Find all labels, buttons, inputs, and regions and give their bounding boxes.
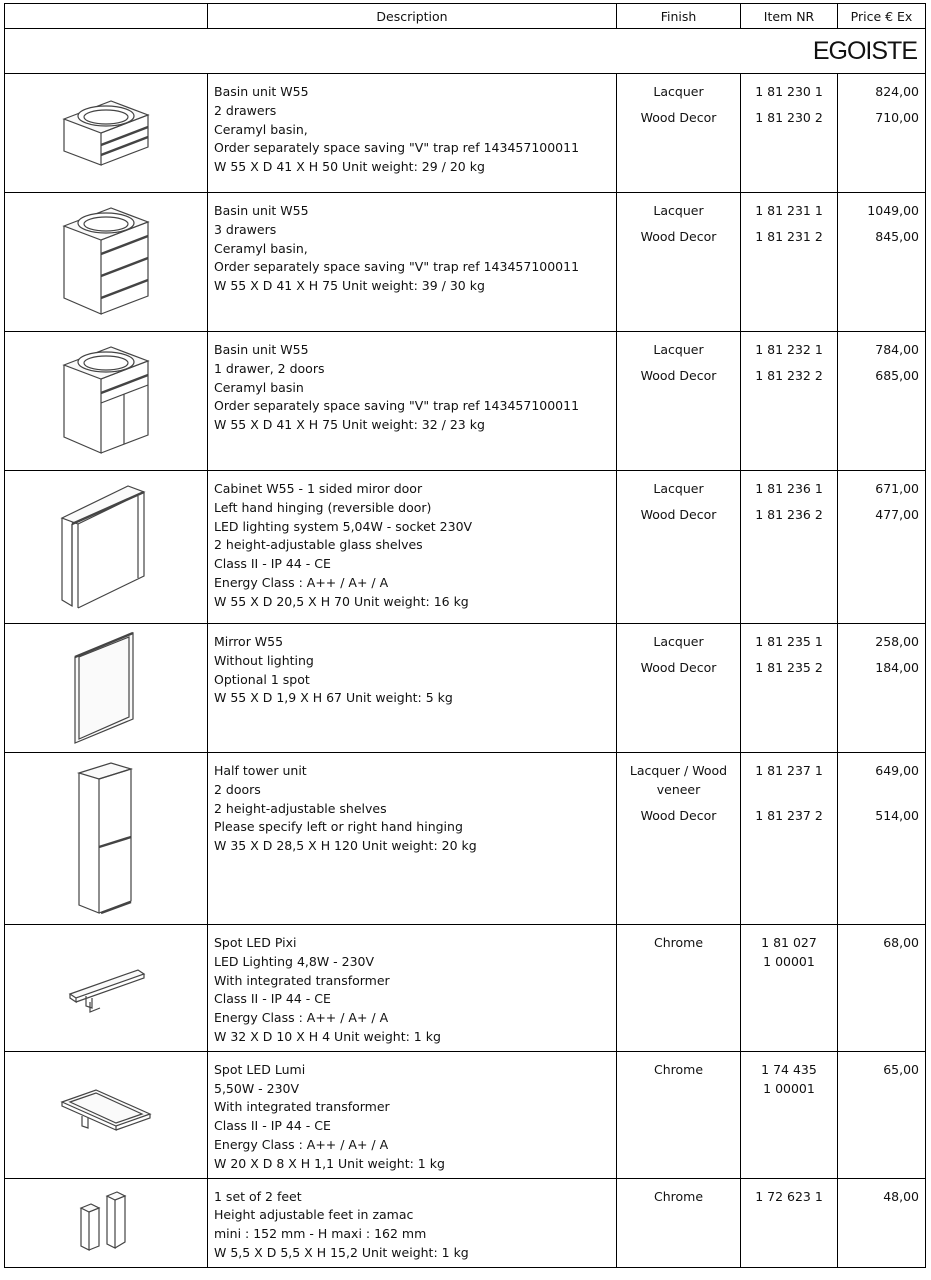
price-cell bbox=[838, 1178, 926, 1267]
finish-cell bbox=[617, 624, 741, 753]
item-nr-value: 1 81 231 1 bbox=[755, 203, 823, 218]
finish-value: Wood Decor bbox=[640, 109, 717, 125]
price-value: 710,00 bbox=[875, 109, 919, 125]
header-row bbox=[5, 4, 926, 29]
description-line: W 55 X D 41 X H 75 Unit weight: 39 / 30 kg bbox=[214, 278, 485, 294]
item-nr-header: Item NR bbox=[741, 4, 838, 29]
price-value: 65,00 bbox=[883, 1061, 919, 1077]
product-image-cell bbox=[5, 1178, 208, 1267]
price-value: 649,00 bbox=[875, 763, 919, 778]
product-image-cell bbox=[5, 925, 208, 1052]
basin-unit-drawer-doors-icon bbox=[56, 341, 156, 461]
description-line: W 55 X D 20,5 X H 70 Unit weight: 16 kg bbox=[214, 593, 469, 609]
finish-value: Lacquer bbox=[653, 203, 704, 218]
item-nr-value: 1 81 236 1 bbox=[755, 481, 823, 496]
item-nr-cell bbox=[741, 193, 838, 332]
finish-value: Chrome bbox=[653, 935, 704, 950]
description-line: 2 drawers bbox=[214, 102, 277, 118]
finish-header: Finish bbox=[617, 4, 741, 29]
price-cell bbox=[838, 1051, 926, 1178]
price-cell bbox=[838, 471, 926, 624]
image-header bbox=[5, 4, 208, 29]
product-row bbox=[5, 332, 926, 471]
spot-led-lumi-icon bbox=[56, 1080, 156, 1150]
finish-value: Wood Decor bbox=[640, 228, 717, 244]
description-line: W 55 X D 41 X H 50 Unit weight: 29 / 20 kg bbox=[214, 159, 485, 175]
product-row bbox=[5, 925, 926, 1052]
description-line: W 5,5 X D 5,5 X H 15,2 Unit weight: 1 kg bbox=[214, 1244, 469, 1260]
finish-value: Lacquer bbox=[653, 481, 704, 496]
basin-unit-3-drawers-icon bbox=[56, 202, 156, 322]
item-nr-value: 1 81 232 2 bbox=[755, 367, 823, 383]
description-cell bbox=[208, 193, 617, 332]
description-line: Class II - IP 44 - CE bbox=[214, 991, 331, 1007]
description-line: 1 drawer, 2 doors bbox=[214, 360, 325, 376]
finish-cell bbox=[617, 925, 741, 1052]
description-line: Without lighting bbox=[214, 652, 314, 668]
price-cell bbox=[838, 193, 926, 332]
description-line: 2 height-adjustable shelves bbox=[214, 800, 387, 816]
description-line: Basin unit W55 bbox=[214, 342, 309, 357]
price-value: 477,00 bbox=[875, 506, 919, 522]
item-nr-value: 1 81 237 1 bbox=[755, 763, 823, 778]
description-cell bbox=[208, 332, 617, 471]
price-cell bbox=[838, 74, 926, 193]
price-value: 48,00 bbox=[883, 1188, 919, 1204]
item-nr-value: 1 81 235 2 bbox=[755, 659, 823, 675]
description-line: Spot LED Lumi bbox=[214, 1061, 306, 1077]
product-image-cell bbox=[5, 1051, 208, 1178]
description-line: W 32 X D 10 X H 4 Unit weight: 1 kg bbox=[214, 1028, 441, 1044]
item-nr-value: 1 74 435 1 00001 bbox=[761, 1061, 817, 1096]
description-line: Ceramyl basin, bbox=[214, 240, 308, 256]
price-value: 184,00 bbox=[875, 659, 919, 675]
description-line: 1 set of 2 feet bbox=[214, 1188, 302, 1204]
item-nr-value: 1 81 230 2 bbox=[755, 109, 823, 125]
item-nr-value: 1 81 235 1 bbox=[755, 634, 823, 649]
item-nr-cell bbox=[741, 74, 838, 193]
finish-cell bbox=[617, 1051, 741, 1178]
description-line: Mirror W55 bbox=[214, 634, 284, 649]
price-value: 68,00 bbox=[883, 935, 919, 950]
mirror-cabinet-icon bbox=[56, 480, 156, 614]
description-line: Ceramyl basin, bbox=[214, 121, 308, 137]
description-header: Description bbox=[208, 4, 617, 29]
finish-value: Chrome bbox=[653, 1061, 704, 1077]
price-value: 784,00 bbox=[875, 342, 919, 357]
price-value: 258,00 bbox=[875, 634, 919, 649]
price-cell bbox=[838, 624, 926, 753]
description-cell bbox=[208, 471, 617, 624]
description-line: Energy Class : A++ / A+ / A bbox=[214, 574, 389, 590]
description-line: LED Lighting 4,8W - 230V bbox=[214, 953, 375, 969]
finish-cell bbox=[617, 471, 741, 624]
basin-unit-2-drawers-icon bbox=[56, 93, 156, 173]
finish-value: Lacquer bbox=[653, 634, 704, 649]
description-line: Basin unit W55 bbox=[214, 84, 309, 99]
description-line: With integrated transformer bbox=[214, 972, 390, 988]
description-line: Energy Class : A++ / A+ / A bbox=[214, 1136, 389, 1152]
description-line: Order separately space saving "V" trap ref 143457100011 bbox=[214, 398, 580, 414]
item-nr-value: 1 81 027 1 00001 bbox=[761, 935, 817, 969]
product-row bbox=[5, 193, 926, 332]
description-line: With integrated transformer bbox=[214, 1099, 390, 1115]
item-nr-value: 1 81 230 1 bbox=[755, 84, 823, 99]
product-row bbox=[5, 74, 926, 193]
finish-value: Chrome bbox=[653, 1188, 704, 1204]
finish-value: Wood Decor bbox=[640, 807, 717, 823]
description-line: 5,50W - 230V bbox=[214, 1080, 300, 1096]
description-line: W 35 X D 28,5 X H 120 Unit weight: 20 kg bbox=[214, 838, 477, 854]
item-nr-cell bbox=[741, 332, 838, 471]
brand-logo: EGOISTE bbox=[812, 36, 917, 65]
description-line: 2 height-adjustable glass shelves bbox=[214, 537, 423, 553]
product-image-cell bbox=[5, 74, 208, 193]
price-cell bbox=[838, 925, 926, 1052]
price-value: 1049,00 bbox=[867, 203, 919, 218]
description-cell bbox=[208, 1051, 617, 1178]
description-line: 3 drawers bbox=[214, 221, 277, 237]
brand-cell bbox=[5, 29, 926, 74]
item-nr-cell bbox=[741, 624, 838, 753]
description-line: Cabinet W55 - 1 sided miror door bbox=[214, 481, 423, 496]
finish-cell bbox=[617, 753, 741, 925]
description-line: Energy Class : A++ / A+ / A bbox=[214, 1010, 389, 1026]
item-nr-value: 1 72 623 1 bbox=[755, 1188, 823, 1204]
price-value: 514,00 bbox=[875, 807, 919, 823]
price-value: 845,00 bbox=[875, 228, 919, 244]
product-image-cell bbox=[5, 193, 208, 332]
product-image-cell bbox=[5, 624, 208, 753]
item-nr-value: 1 81 231 2 bbox=[755, 228, 823, 244]
product-row bbox=[5, 471, 926, 624]
item-nr-cell bbox=[741, 1051, 838, 1178]
product-row bbox=[5, 1178, 926, 1267]
finish-cell bbox=[617, 193, 741, 332]
description-cell bbox=[208, 1178, 617, 1267]
description-cell bbox=[208, 624, 617, 753]
product-image-cell bbox=[5, 471, 208, 624]
price-cell bbox=[838, 753, 926, 925]
product-image-cell bbox=[5, 753, 208, 925]
description-line: Class II - IP 44 - CE bbox=[214, 1118, 331, 1134]
finish-value: Lacquer bbox=[653, 84, 704, 99]
description-cell bbox=[208, 753, 617, 925]
description-line: Basin unit W55 bbox=[214, 203, 309, 218]
description-line: 2 doors bbox=[214, 781, 261, 797]
finish-cell bbox=[617, 74, 741, 193]
finish-value: Lacquer / Wood veneer bbox=[629, 763, 728, 797]
finish-value: Wood Decor bbox=[640, 367, 717, 383]
description-line: LED lighting system 5,04W - socket 230V bbox=[214, 518, 473, 534]
item-nr-value: 1 81 236 2 bbox=[755, 506, 823, 522]
product-image-cell bbox=[5, 332, 208, 471]
description-line: mini : 152 mm - H maxi : 162 mm bbox=[214, 1226, 427, 1242]
description-line: Order separately space saving "V" trap ref 143457100011 bbox=[214, 259, 580, 275]
item-nr-value: 1 81 232 1 bbox=[755, 342, 823, 357]
finish-value: Lacquer bbox=[653, 342, 704, 357]
product-row bbox=[5, 624, 926, 753]
description-line: W 20 X D 8 X H 1,1 Unit weight: 1 kg bbox=[214, 1155, 445, 1171]
item-nr-cell bbox=[741, 753, 838, 925]
description-line: Left hand hinging (reversible door) bbox=[214, 499, 432, 515]
price-header: Price € Ex bbox=[838, 4, 926, 29]
product-row bbox=[5, 1051, 926, 1178]
item-nr-cell bbox=[741, 471, 838, 624]
price-value: 824,00 bbox=[875, 84, 919, 99]
spot-led-pixi-icon bbox=[56, 958, 156, 1018]
description-line: Order separately space saving "V" trap ref 143457100011 bbox=[214, 140, 580, 156]
price-value: 671,00 bbox=[875, 481, 919, 496]
item-nr-cell bbox=[741, 925, 838, 1052]
price-value: 685,00 bbox=[875, 367, 919, 383]
finish-cell bbox=[617, 1178, 741, 1267]
item-nr-cell bbox=[741, 1178, 838, 1267]
brand-row bbox=[5, 29, 926, 74]
description-line: Spot LED Pixi bbox=[214, 935, 297, 950]
description-line: W 55 X D 1,9 X H 67 Unit weight: 5 kg bbox=[214, 690, 453, 706]
finish-cell bbox=[617, 332, 741, 471]
mirror-icon bbox=[71, 629, 141, 747]
description-cell bbox=[208, 74, 617, 193]
item-nr-value: 1 81 237 2 bbox=[755, 807, 823, 823]
description-line: Please specify left or right hand hinging bbox=[214, 819, 463, 835]
finish-value: Wood Decor bbox=[640, 659, 717, 675]
finish-value: Wood Decor bbox=[640, 506, 717, 522]
description-line: W 55 X D 41 X H 75 Unit weight: 32 / 23 kg bbox=[214, 417, 485, 433]
description-cell bbox=[208, 925, 617, 1052]
product-row bbox=[5, 753, 926, 925]
description-line: Height adjustable feet in zamac bbox=[214, 1207, 414, 1223]
description-line: Ceramyl basin bbox=[214, 379, 304, 395]
description-line: Class II - IP 44 - CE bbox=[214, 556, 331, 572]
description-line: Optional 1 spot bbox=[214, 671, 310, 687]
price-table bbox=[4, 3, 926, 1268]
price-cell bbox=[838, 332, 926, 471]
description-line: Half tower unit bbox=[214, 763, 307, 778]
feet-set-icon bbox=[71, 1186, 141, 1260]
price-list-sheet bbox=[4, 3, 925, 1268]
half-tower-unit-icon bbox=[71, 759, 141, 919]
